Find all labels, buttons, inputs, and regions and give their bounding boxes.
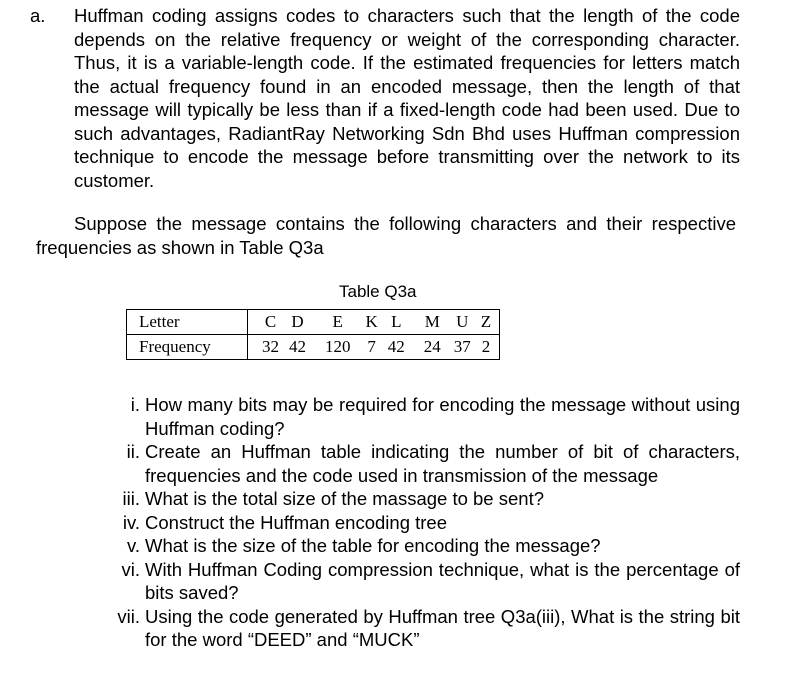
frequency-table [126, 309, 500, 360]
letter-cell: U [449, 310, 476, 335]
letter-cell: K [361, 310, 383, 335]
question-number: v. [126, 535, 140, 556]
question-item [100, 558, 740, 605]
table-caption: Table Q3a [339, 282, 417, 301]
frequency-cell: 7 [367, 337, 376, 356]
frequency-cell: 120 [325, 337, 351, 356]
letter-cell: C [248, 310, 285, 335]
question-item [100, 534, 740, 558]
question-number: ii. [126, 441, 140, 462]
question-text: How many bits may be required for encoding the message without using Huffman coding? [145, 394, 740, 439]
frequency-row-header: Frequency [127, 335, 248, 360]
question-number: iv. [122, 511, 140, 533]
frequency-cell: 2 [481, 337, 491, 356]
part-a-text: Huffman coding assigns codes to characters such that the length of the code depends on the relative frequency or weight of the corresponding character. Thus, it is a variable-length code. If the estimated frequencies for letters match the actual frequency found in an encoded message, then the length of that message will typically be less than if a fixed-length code had been used. Due to such advantages, RadiantRay Networking Sdn Bhd uses Huffman compression technique to encode the message before transmitting over the network to its customer. [74, 5, 740, 191]
question-item [100, 440, 740, 487]
question-text: What is the total size of the massage to be sent? [145, 488, 544, 509]
letter-cell: M [410, 310, 449, 335]
letter-row-header: Letter [127, 310, 248, 335]
question-number: vi. [121, 558, 140, 580]
question-number: i. [130, 394, 140, 415]
question-number: vii. [117, 605, 140, 627]
question-item [100, 511, 740, 535]
frequency-cell: 37 [453, 337, 471, 356]
question-text: What is the size of the table for encoding the message? [145, 535, 601, 556]
question-list [100, 393, 740, 652]
question-item [100, 487, 740, 511]
question-text: Using the code generated by Huffman tree Q3a(iii), What is the string bit for the word “DEED” and “MUCK” [145, 605, 740, 650]
question-item [100, 393, 740, 440]
question-text: Create an Huffman table indicating the number of bit of characters, frequencies and the code used in transmission of the message [145, 441, 740, 486]
letter-cell: D [284, 310, 311, 335]
suppose-paragraph: Suppose the message contains the following characters and their respective frequencies as shown in Table Q3a [36, 213, 736, 258]
letter-cell: L [383, 310, 410, 335]
letter-cell: Z [476, 310, 500, 335]
frequency-cell: 42 [387, 337, 405, 356]
question-text: With Huffman Coding compression technique, what is the percentage of bits saved? [145, 558, 740, 603]
frequency-cell: 24 [423, 337, 441, 356]
question-text: Construct the Huffman encoding tree [145, 511, 447, 533]
letter-cell: E [311, 310, 361, 335]
frequency-cell: 32 [262, 337, 279, 356]
letter-row [127, 310, 500, 335]
question-number: iii. [122, 488, 140, 509]
frequency-cell: 42 [289, 337, 306, 356]
part-a-label: a. [30, 5, 46, 26]
frequency-row [127, 335, 500, 360]
part-a-paragraph [30, 4, 740, 192]
question-item [100, 605, 740, 652]
